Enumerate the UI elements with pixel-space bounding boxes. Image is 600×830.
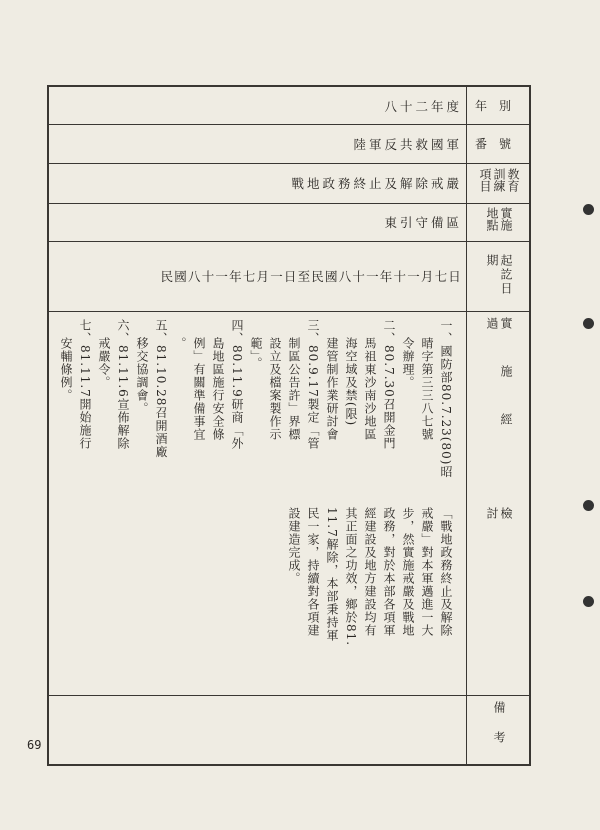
year-label: 年別 — [474, 99, 523, 113]
location-field — [53, 203, 462, 241]
training-item-field — [53, 163, 462, 203]
text-column: 「戰地政務終止及解除 — [439, 507, 453, 637]
record-table — [47, 85, 531, 766]
text-column: 民一家，持續對各項建 — [306, 507, 320, 637]
text-column: 制區公告許」界標 — [287, 319, 301, 441]
binder-hole — [583, 204, 594, 215]
text-column: 六、81.11.6宣佈解除 — [116, 319, 130, 450]
binder-hole — [583, 596, 594, 607]
text-column: 其正面之功效，鄉於81. — [344, 507, 358, 647]
text-column: 一、國防部80.7.23(80)昭 — [439, 319, 453, 479]
period-value: 民國八十一年七月一日至民國八十一年十一月七日 — [160, 269, 462, 284]
text-column: 政務，對於本部各項軍 — [382, 507, 396, 637]
text-column: 。 — [173, 319, 187, 350]
text-column: 經建設及地方建設均有 — [363, 507, 377, 637]
page-number: 69 — [27, 738, 42, 752]
text-column: 戒嚴」對本軍邁進一大 — [420, 507, 434, 637]
text-column: 範」。 — [249, 319, 263, 370]
text-column: 令辦理。 — [401, 319, 415, 389]
binder-hole — [583, 500, 594, 511]
text-column: 例」有關準備事宜 — [192, 319, 206, 441]
unit-label: 番號 — [474, 137, 523, 151]
text-column: 安輔條例。 — [59, 319, 73, 402]
text-column: 海空域及禁(限) — [344, 319, 358, 427]
text-column: 設立及檔案製作示 — [268, 319, 282, 441]
text-column: 11.7解除，本部秉持軍 — [325, 507, 339, 642]
location-value: 東引守備區 — [384, 215, 462, 230]
text-column: 步，然實施戒嚴及戰地 — [401, 507, 415, 637]
text-column: 戒嚴令。 — [97, 319, 111, 389]
unit-field — [53, 124, 462, 163]
period-field — [53, 241, 462, 311]
text-column: 四、80.11.9研商「外 — [230, 319, 244, 450]
text-column: 建管制作業研討會 — [325, 319, 339, 441]
process-text — [56, 319, 455, 501]
text-column: 島地區施行安全條 — [211, 319, 225, 441]
year-field — [53, 87, 462, 124]
year-value: 八十二年度 — [384, 98, 462, 114]
text-column: 移交協調會。 — [135, 319, 149, 415]
text-column: 馬祖東沙南沙地區 — [363, 319, 377, 441]
training-item-label: 教育訓練項目 — [478, 168, 520, 192]
process-label: 實施經過 — [485, 317, 513, 461]
text-column: 五、81.10.28召開酒廠 — [154, 319, 168, 459]
text-column: 二、80.7.30召開金門 — [382, 319, 396, 450]
text-column: 三、80.9.17製定「管 — [306, 319, 320, 450]
unit-value: 陸軍反共救國軍 — [353, 136, 462, 152]
text-column: 七、81.11.7開始施行 — [78, 319, 92, 450]
training-item-value: 戰地政務終止及解除戒嚴 — [291, 176, 462, 191]
text-column: 晴字第三三八七號 — [420, 319, 434, 441]
location-label: 實施地點 — [485, 207, 513, 231]
binder-hole — [583, 318, 594, 329]
review-text — [284, 507, 455, 691]
review-label: 檢討 — [485, 507, 513, 639]
text-column: 設建造完成。 — [287, 507, 301, 585]
period-label: 起訖日期 — [485, 254, 513, 296]
remarks-label: 備考 — [492, 701, 506, 761]
